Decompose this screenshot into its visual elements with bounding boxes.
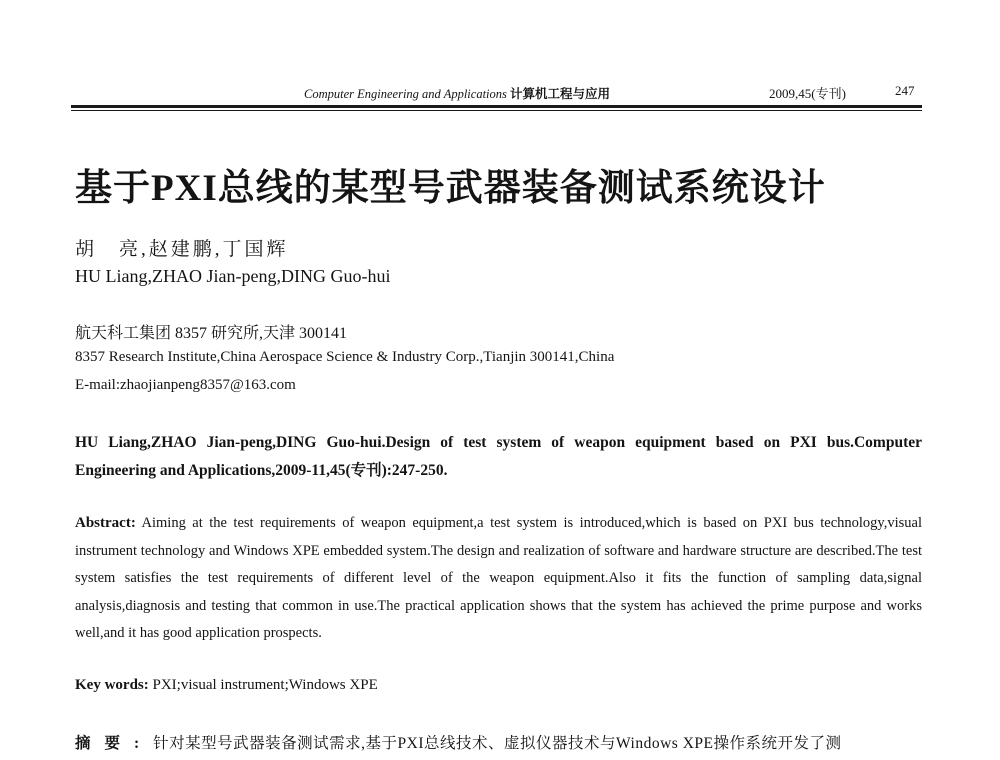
journal-name-en: Computer Engineering and Applications — [304, 87, 507, 101]
abstract-label: Abstract: — [75, 515, 136, 531]
keywords-label: Key words: — [75, 677, 149, 693]
running-header-journal — [304, 84, 610, 102]
authors-en: HU Liang,ZHAO Jian-peng,DING Guo-hui — [75, 266, 391, 286]
abstract-en — [75, 510, 922, 648]
abstract-cn-label: 摘要: — [75, 735, 154, 752]
affiliation-cn: 航天科工集团 8357 研究所,天津 300141 — [75, 325, 348, 342]
citation: HU Liang,ZHAO Jian-peng,DING Guo-hui.Design of test system of weapon equipment based on PXI bus.Computer Engineering and Applications,2009-11,45(专刊):247-250. — [75, 434, 922, 479]
affiliation-en: 8357 Research Institute,China Aerospace Science & Industry Corp.,Tianjin 300141,China — [75, 349, 615, 365]
page-number: 247 — [895, 83, 915, 98]
paper-title: 基于PXI总线的某型号武器装备测试系统设计 — [75, 168, 826, 209]
abstract-cn-text: 针对某型号武器装备测试需求,基于PXI总线技术、虚拟仪器技术与Windows XPE操作系统开发了测 — [153, 735, 842, 752]
keywords-en — [75, 677, 378, 694]
header-rule-thin — [71, 110, 922, 111]
journal-name-cn: 计算机工程与应用 — [510, 87, 611, 101]
abstract-text: Aiming at the test requirements of weapon equipment,a test system is introduced,which is based on PXI bus technology,visual instrument technology and Windows XPE embedded system.The design and realization of software and hardware structure are described.The test system satisfies the test requirements of different level of the weapon equipment.Also it fits the function of sampling data,signal analysis,diagnosis and testing that common in use.The practical application shows that the system has achieved the prime purpose and works well,and it has good application prospects. — [75, 515, 922, 641]
abstract-cn — [75, 731, 925, 753]
keywords-text: PXI;visual instrument;Windows XPE — [152, 677, 378, 693]
authors-cn: 胡 亮,赵建鹏,丁国辉 — [75, 239, 289, 260]
header-rule-thick — [71, 105, 922, 108]
issue-info: 2009,45(专刊) — [769, 86, 846, 101]
author-email: E-mail:zhaojianpeng8357@163.com — [75, 377, 296, 393]
